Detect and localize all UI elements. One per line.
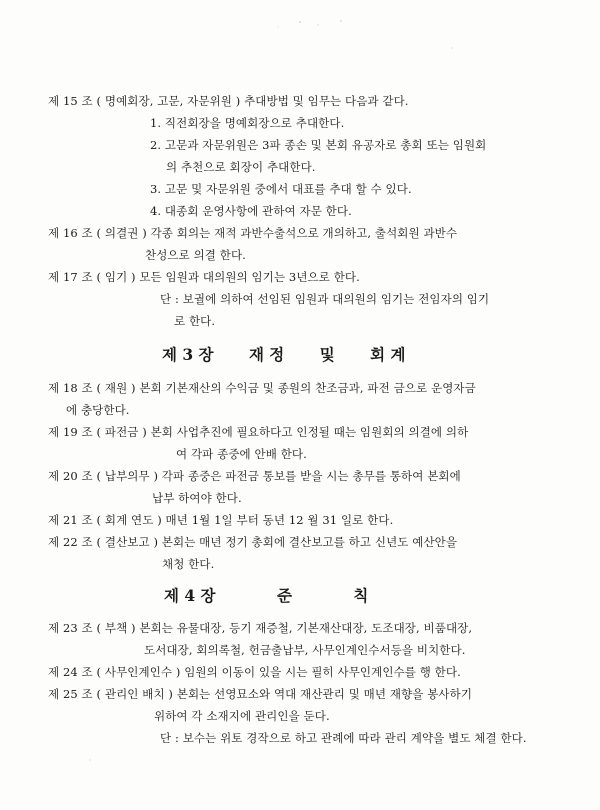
article-15-item-1: 1. 직전회장을 명예회장으로 추대한다.: [150, 116, 345, 130]
article-25-line-1: 제 25 조 ( 관리인 배치 ) 본회는 선영묘소와 역대 재산관리 및 매년 재향을 봉사하기: [48, 687, 473, 701]
article-16-line-1: 제 16 조 ( 의결권 ) 각종 회의는 재적 과반수출석으로 개의하고, 출석회원 과반수: [48, 226, 458, 240]
article-21-line-1: 제 21 조 ( 회계 연도 ) 매년 1월 1일 부터 동년 12 월 31 일로 한다.: [48, 513, 394, 527]
article-25-line-3: 단 : 보수는 위토 경작으로 하고 관례에 따라 관리 계약을 별도 체결 한다.: [160, 731, 527, 745]
chapter-3-word-1: 재 정: [248, 345, 285, 364]
article-15-heading: 제 15 조 ( 명예회장, 고문, 자문위원 ) 추대방법 및 임무는 다음과 같다.: [48, 94, 409, 108]
article-19-line-1: 제 19 조 ( 파전금 ) 본회 사업추진에 필요하다고 인정될 때는 임원회의 의결에 의하: [48, 425, 469, 439]
article-15-item-2-line-1: 2. 고문과 자문위원은 3파 종손 및 본회 유공자로 총회 또는 임원회: [150, 138, 487, 152]
article-20-line-1: 제 20 조 ( 납부의무 ) 각파 종중은 파전금 통보를 받을 시는 총무를 통하여 본회에: [48, 469, 461, 483]
chapter-3-title: [162, 343, 405, 365]
chapter-4-number: 제 4 장: [164, 586, 216, 605]
article-15-item-2-line-2: 의 추천으로 회장이 추대한다.: [166, 160, 316, 174]
article-18-line-2: 에 충당한다.: [66, 403, 130, 417]
article-22-line-2: 채청 한다.: [162, 557, 215, 571]
article-17-line-2: 단 : 보궐에 의하여 선임된 임원과 대의원의 임기는 전임자의 임기: [160, 292, 490, 306]
article-23-line-2: 도서대장, 회의록철, 헌금출납부, 사무인계인수서등을 비치한다.: [144, 643, 466, 657]
article-16-line-2: 찬성으로 의결 한다.: [145, 248, 246, 262]
article-15-item-3: 3. 고문 및 자문위원 중에서 대표를 추대 할 수 있다.: [150, 182, 412, 196]
chapter-3-word-3: 회 계: [370, 345, 406, 364]
chapter-4-word-2: 칙: [353, 586, 369, 605]
article-15-item-4: 4. 대종회 운영사항에 관하여 자문 한다.: [150, 204, 352, 218]
article-22-line-1: 제 22 조 ( 결산보고 ) 본회는 매년 정기 총회에 결산보고를 하고 신년도 예산안을: [48, 535, 458, 549]
article-19-line-2: 여 각파 종중에 안배 한다.: [176, 447, 307, 461]
article-17-line-3: 로 한다.: [174, 314, 216, 328]
chapter-4-title: [164, 584, 368, 606]
chapter-4-word-1: 준: [276, 586, 292, 605]
article-25-line-2: 위하여 각 소재지에 관리인을 둔다.: [154, 709, 330, 723]
article-17-line-1: 제 17 조 ( 임기 ) 모든 임원과 대의원의 임기는 3년으로 한다.: [48, 270, 360, 284]
chapter-3-number: 제 3 장: [162, 345, 214, 364]
article-24-line-1: 제 24 조 ( 사무인계인수 ) 임원의 이동이 있을 시는 필히 사무인계인수를 행 한다.: [48, 665, 461, 679]
article-23-line-1: 제 23 조 ( 부책 ) 본회는 유물대장, 등기 재증철, 기본재산대장, 도조대장, 비품대장,: [48, 621, 473, 635]
chapter-3-word-2: 및: [319, 345, 335, 364]
article-20-line-2: 납부 하여야 한다.: [152, 491, 242, 505]
article-18-line-1: 제 18 조 ( 재원 ) 본회 기본재산의 수익금 및 종원의 찬조금과, 파전 금으로 운영자금: [48, 381, 476, 395]
